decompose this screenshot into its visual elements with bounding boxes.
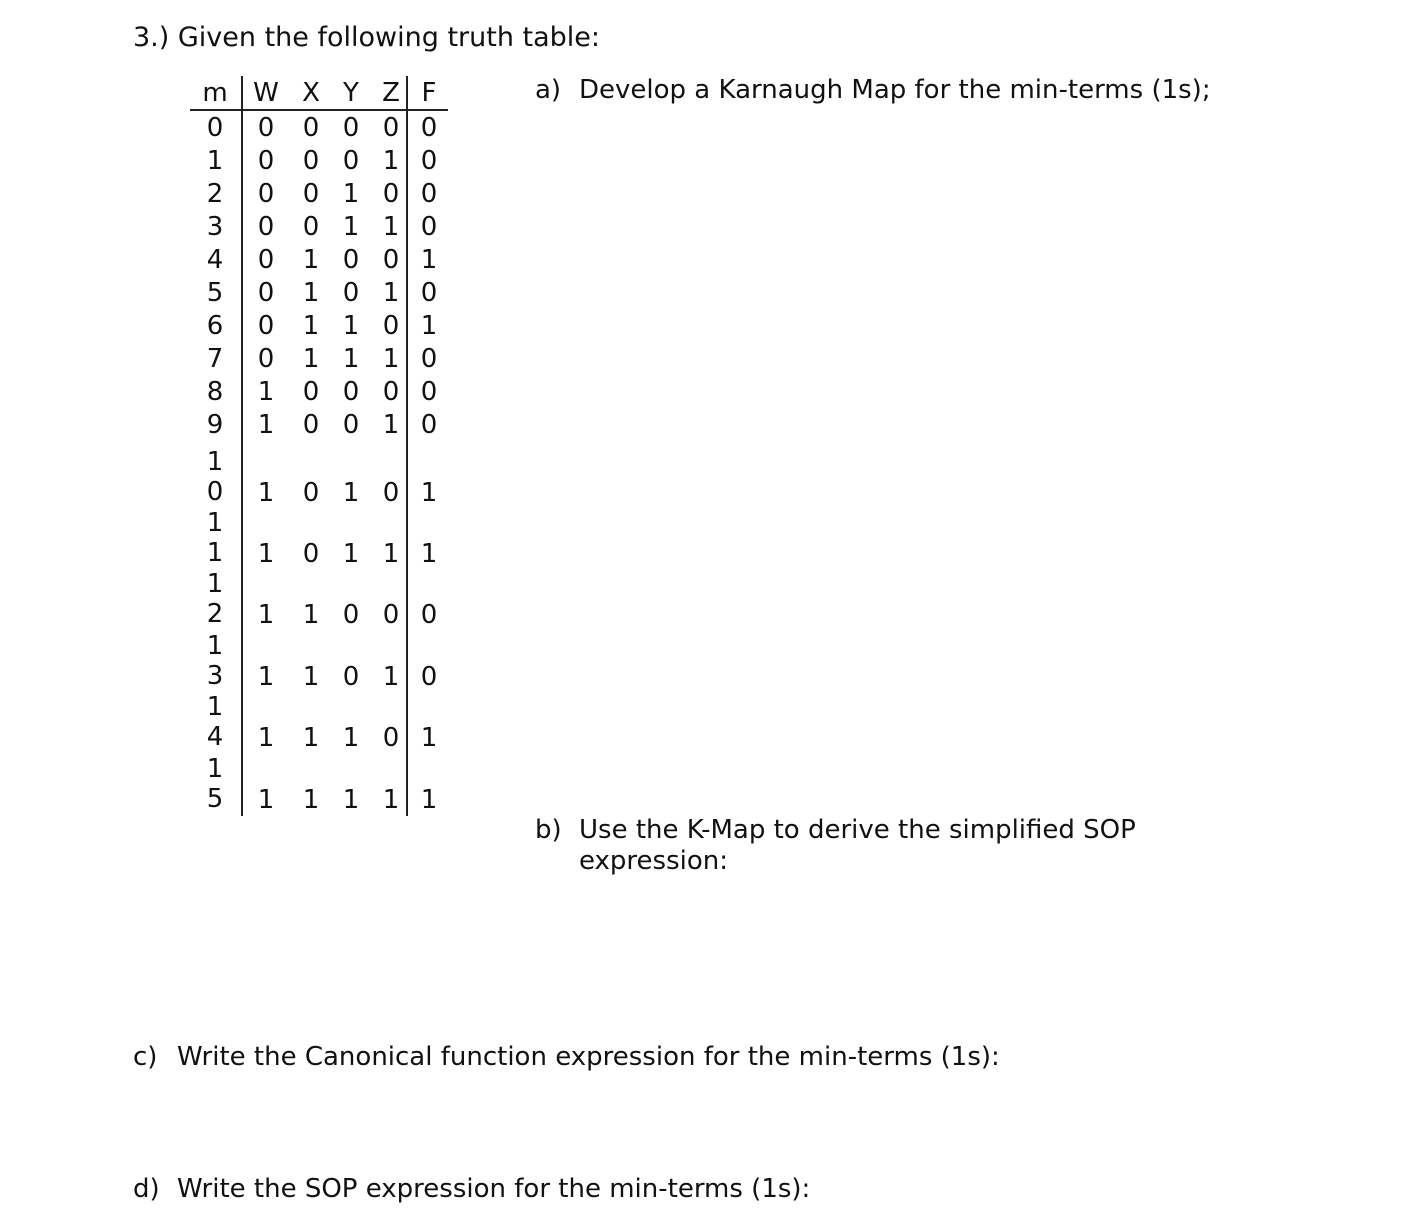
x-cell: 0 — [302, 410, 320, 440]
w-cell: 0 — [257, 311, 275, 341]
w-cell: 0 — [257, 245, 275, 275]
f-cell: 1 — [420, 539, 438, 569]
minterm-cell: 4 — [206, 245, 224, 275]
f-cell: 1 — [420, 311, 438, 341]
x-cell: 1 — [302, 245, 320, 275]
y-cell: 1 — [342, 179, 360, 209]
z-cell: 1 — [382, 344, 400, 374]
y-header: Y — [343, 78, 359, 108]
minterm-cell: 15 — [206, 754, 224, 814]
minterm-cell: 0 — [206, 113, 224, 143]
minterm-cell: 10 — [206, 447, 224, 507]
f-cell: 0 — [420, 212, 438, 242]
minterm-cell: 8 — [206, 377, 224, 407]
x-cell: 0 — [302, 146, 320, 176]
f-column-divider — [406, 76, 408, 816]
y-cell: 0 — [342, 377, 360, 407]
x-cell: 0 — [302, 113, 320, 143]
minterm-cell: 3 — [206, 212, 224, 242]
minterm-cell: 6 — [206, 311, 224, 341]
z-cell: 0 — [382, 311, 400, 341]
question-c — [133, 1042, 1000, 1072]
w-cell: 1 — [257, 410, 275, 440]
w-cell: 0 — [257, 179, 275, 209]
minterm-cell: 2 — [206, 179, 224, 209]
y-cell: 0 — [342, 113, 360, 143]
z-header: Z — [382, 78, 400, 108]
w-header: W — [253, 78, 279, 108]
minterm-cell: 7 — [206, 344, 224, 374]
y-cell: 0 — [342, 600, 360, 630]
x-cell: 1 — [302, 662, 320, 692]
x-cell: 1 — [302, 723, 320, 753]
question-d-label: d) — [133, 1174, 160, 1204]
f-cell: 0 — [420, 146, 438, 176]
f-cell: 1 — [420, 478, 438, 508]
question-a-text: Develop a Karnaugh Map for the min-terms (1s); — [579, 75, 1211, 105]
y-cell: 0 — [342, 278, 360, 308]
y-cell: 1 — [342, 311, 360, 341]
z-cell: 0 — [382, 179, 400, 209]
z-cell: 1 — [382, 212, 400, 242]
minterm-cell: 14 — [206, 692, 224, 752]
minterm-cell: 13 — [206, 631, 224, 691]
question-c-text: Write the Canonical function expression for the min-terms (1s): — [177, 1042, 1000, 1072]
z-cell: 0 — [382, 377, 400, 407]
x-cell: 0 — [302, 478, 320, 508]
y-cell: 1 — [342, 539, 360, 569]
z-cell: 0 — [382, 478, 400, 508]
y-cell: 0 — [342, 410, 360, 440]
f-cell: 0 — [420, 600, 438, 630]
f-cell: 0 — [420, 179, 438, 209]
x-cell: 1 — [302, 344, 320, 374]
x-cell: 0 — [302, 212, 320, 242]
x-cell: 1 — [302, 600, 320, 630]
f-cell: 0 — [420, 278, 438, 308]
f-cell: 1 — [420, 785, 438, 815]
question-d-text: Write the SOP expression for the min-terms (1s): — [177, 1174, 811, 1204]
y-cell: 1 — [342, 723, 360, 753]
w-cell: 1 — [257, 539, 275, 569]
m-column-divider — [241, 76, 243, 816]
y-cell: 1 — [342, 785, 360, 815]
w-cell: 0 — [257, 344, 275, 374]
w-cell: 0 — [257, 113, 275, 143]
question-a — [535, 75, 1211, 105]
x-cell: 1 — [302, 311, 320, 341]
w-cell: 1 — [257, 723, 275, 753]
z-cell: 1 — [382, 410, 400, 440]
z-cell: 0 — [382, 245, 400, 275]
question-a-label: a) — [535, 75, 562, 105]
f-cell: 1 — [420, 723, 438, 753]
y-cell: 1 — [342, 478, 360, 508]
y-cell: 0 — [342, 662, 360, 692]
z-cell: 0 — [382, 600, 400, 630]
f-cell: 0 — [420, 344, 438, 374]
minterm-cell: 11 — [206, 508, 224, 568]
f-cell: 0 — [420, 113, 438, 143]
f-cell: 0 — [420, 662, 438, 692]
w-cell: 1 — [257, 600, 275, 630]
x-cell: 1 — [302, 278, 320, 308]
f-cell: 1 — [420, 245, 438, 275]
z-cell: 1 — [382, 146, 400, 176]
y-cell: 0 — [342, 146, 360, 176]
f-cell: 0 — [420, 377, 438, 407]
minterm-cell: 5 — [206, 278, 224, 308]
m-header: m — [202, 78, 228, 108]
question-b-text: Use the K-Map to derive the simplified SOP expression: — [579, 815, 1136, 876]
z-cell: 1 — [382, 278, 400, 308]
w-cell: 1 — [257, 662, 275, 692]
minterm-cell: 9 — [206, 410, 224, 440]
f-header: F — [421, 78, 437, 108]
y-cell: 0 — [342, 245, 360, 275]
z-cell: 0 — [382, 723, 400, 753]
minterm-cell: 1 — [206, 146, 224, 176]
minterm-cell: 12 — [206, 569, 224, 629]
f-cell: 0 — [420, 410, 438, 440]
z-cell: 1 — [382, 662, 400, 692]
z-cell: 1 — [382, 785, 400, 815]
w-cell: 0 — [257, 146, 275, 176]
y-cell: 1 — [342, 344, 360, 374]
question-c-label: c) — [133, 1042, 158, 1072]
x-cell: 0 — [302, 377, 320, 407]
truth-table — [190, 76, 450, 816]
question-d — [133, 1174, 810, 1204]
w-cell: 1 — [257, 377, 275, 407]
x-cell: 0 — [302, 539, 320, 569]
y-cell: 1 — [342, 212, 360, 242]
z-cell: 1 — [382, 539, 400, 569]
x-cell: 0 — [302, 179, 320, 209]
w-cell: 0 — [257, 278, 275, 308]
question-b-label: b) — [535, 815, 562, 845]
question-heading: 3.) Given the following truth table: — [133, 22, 601, 53]
w-cell: 1 — [257, 478, 275, 508]
x-cell: 1 — [302, 785, 320, 815]
x-header: X — [302, 78, 320, 108]
w-cell: 0 — [257, 212, 275, 242]
z-cell: 0 — [382, 113, 400, 143]
w-cell: 1 — [257, 785, 275, 815]
header-underline — [190, 109, 448, 111]
